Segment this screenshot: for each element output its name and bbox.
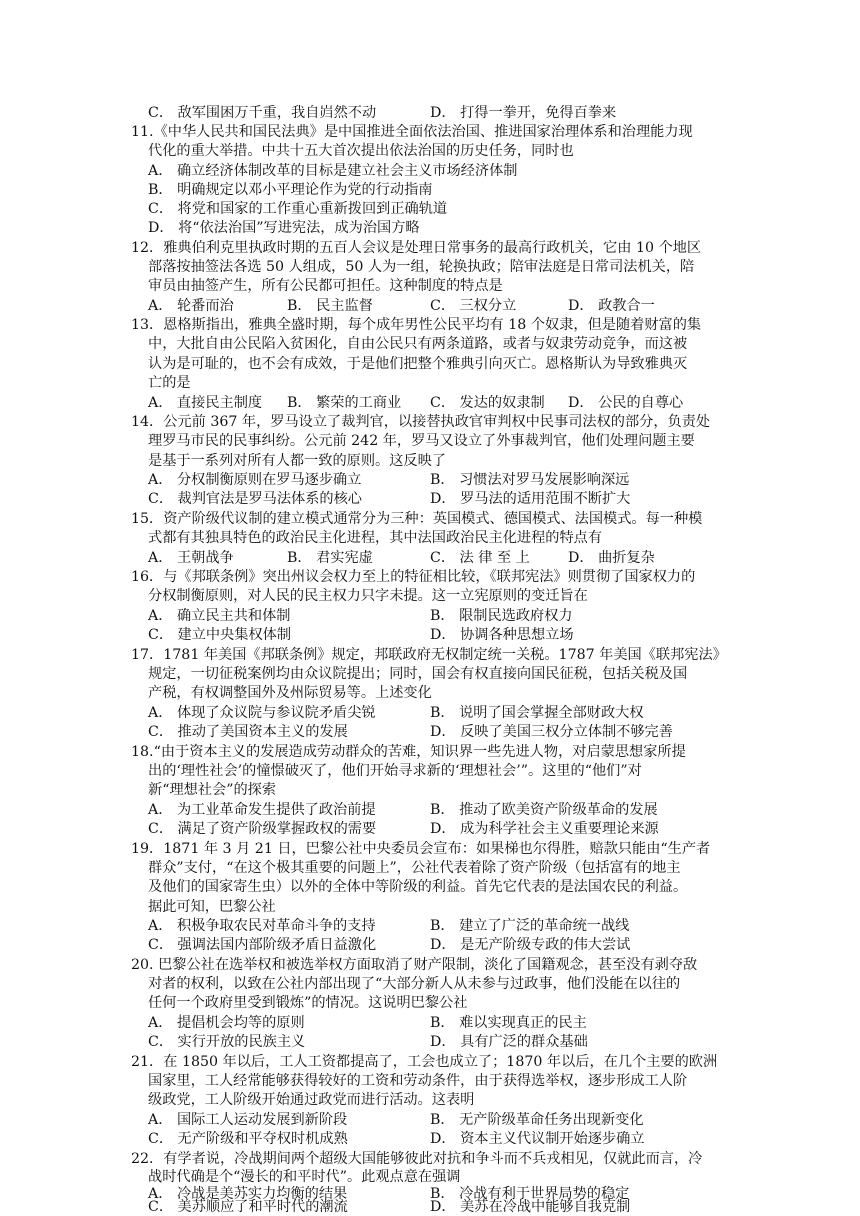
question-stem-line: 21．在 1850 年以后，工人工资都提高了，工会也成立了；1870 年以后，在几个主要的欧洲 — [131, 1054, 718, 1070]
question-stem-line: 及他们的国家寄生虫）以外的全体中等阶级的利益。首先它代表的是法国农民的利益。 — [148, 879, 688, 895]
question-stem-line: 任何一个政府里受到锻炼”的情况。这说明巴黎公社 — [148, 995, 468, 1011]
question-stem-line: 审员由抽签产生，所有公民都可担任。这种制度的特点是 — [148, 278, 503, 294]
option-d: D． 成为科学社会主义重要理论来源 — [430, 821, 659, 837]
option-b: B． 限制民选政府权力 — [430, 608, 573, 624]
option-d: D． 资本主义代议制开始逐步确立 — [430, 1131, 645, 1147]
option-b: B． 推动了欧美资产阶级革命的发展 — [430, 802, 658, 818]
option-c: C． 满足了资产阶级掌握政权的需要 — [148, 821, 377, 837]
option-d: D． 公民的自尊心 — [568, 395, 684, 411]
option-a: A． 王朝战争 — [148, 550, 234, 566]
question-stem-line: 13．恩格斯指出，雅典全盛时期，每个成年男性公民平均有 18 个奴隶，但是随着财富的集 — [131, 317, 702, 333]
option-d: D． 政教合一 — [568, 298, 655, 314]
option-d: D． 具有广泛的群众基础 — [430, 1034, 588, 1050]
option-b: B． 习惯法对罗马发展影响深远 — [430, 472, 630, 488]
question-stem-line: 12．雅典伯利克里执政时期的五百人会议是处理日常事务的最高行政机关，它由 10 个地区 — [131, 240, 702, 256]
carry-option-c: C． 敌军围困万千重，我自岿然不动 — [148, 105, 377, 121]
option-c: C． 将党和国家的工作重心重新拨回到正确轨道 — [148, 201, 448, 217]
question-stem-line: 式都有其独具特色的政治民主化进程，其中法国政治民主化进程的特点有 — [148, 530, 603, 546]
option-b: B． 无产阶级革命任务出现新变化 — [430, 1112, 644, 1128]
option-a: A． 提倡机会均等的原则 — [148, 1015, 305, 1031]
question-stem-line: 17．1781 年美国《邦联条例》规定，邦联政府无权制定统一关税。1787 年美国《联邦宪法》 — [131, 647, 727, 663]
option-a: A． 轮番而治 — [148, 298, 234, 314]
question-stem-line: 战时代确是个“漫长的和平时代”。此观点意在强调 — [148, 1169, 461, 1185]
option-d: D． 反映了美国三权分立体制不够完善 — [430, 724, 673, 740]
option-c: C． 强调法国内部阶级矛盾日益激化 — [148, 937, 377, 953]
option-d: D． 将“依法治国”写进宪法，成为治国方略 — [148, 220, 420, 236]
option-c: C． 实行开放的民族主义 — [148, 1034, 306, 1050]
option-b: B． 难以实现真正的民主 — [430, 1015, 587, 1031]
question-stem-line: 22．有学者说，冷战期间两个超级大国能够彼此对抗和争斗而不兵戎相见，仅就此而言，冷 — [131, 1151, 703, 1167]
question-stem-line: 18.“由于资本主义的发展造成劳动群众的苦难，知识界一些先进人物，对启蒙思想家所提 — [131, 744, 686, 760]
option-d: D． 曲折复杂 — [568, 550, 655, 566]
question-stem-line: 出的‘理性社会’的憧憬破灭了，他们开始寻求新的‘理想社会’”。这里的“他们”对 — [148, 763, 642, 779]
option-b: B． 繁荣的工商业 — [287, 395, 402, 411]
option-c: C． 发达的奴隶制 — [430, 395, 545, 411]
carry-option-d: D． 打得一拳开，免得百拳来 — [430, 105, 617, 121]
option-b: B． 冷战有利于世界局势的稳定 — [430, 1186, 630, 1202]
question-stem-line: 级政党，工人阶级开始通过政党而进行活动。这表明 — [148, 1092, 475, 1108]
option-c: C． 法 律 至 上 — [430, 550, 530, 566]
question-stem-line: 规定，一切征税案例均由众议院提出；同时，国会有权直接向国民征税，包括关税及国 — [148, 666, 688, 682]
question-stem-line: 15．资产阶级代议制的建立模式通常分为三种：英国模式、德国模式、法国模式。每一种模 — [131, 511, 703, 527]
question-stem-line: 代化的重大举措。中共十五大首次提出依法治国的历史任务，同时也 — [148, 143, 574, 159]
option-d: D． 美苏在冷战中能够自我克制 — [430, 1199, 631, 1215]
question-stem-line: 群众”支付，“在这个极其重要的问题上”，公社代表着除了资产阶级（包括富有的地主 — [148, 860, 681, 876]
option-c: C． 无产阶级和平夺权时机成熟 — [148, 1131, 348, 1147]
question-stem-line: 分权制衡原则，对人民的民主权力只字未提。这一立宪原则的变迁旨在 — [148, 588, 588, 604]
option-c: C． 裁判官法是罗马法体系的核心 — [148, 491, 362, 507]
question-stem-line: 部落按抽签法各选 50 人组成，50 人为一组，轮换执政；陪审法庭是日常司法机关，陪 — [148, 259, 695, 275]
question-stem-line: 20. 巴黎公社在选举权和被选举权方面取消了财产限制，淡化了国籍观念，甚至没有剥夺敌 — [131, 957, 698, 973]
option-a: A． 冷战是美苏实力均衡的结果 — [148, 1186, 348, 1202]
option-a: A． 确立经济体制改革的目标是建立社会主义市场经济体制 — [148, 163, 518, 179]
option-a: A． 为工业革命发生提供了政治前提 — [148, 802, 376, 818]
option-d: D． 罗马法的适用范围不断扩大 — [430, 491, 631, 507]
question-stem-line: 对者的权利，以致在公社内部出现了“大部分新人从未参与过政事，他们没能在以往的 — [148, 976, 681, 992]
option-a: A． 积极争取农民对革命斗争的支持 — [148, 918, 376, 934]
option-c: C． 美苏顺应了和平时代的潮流 — [148, 1199, 348, 1215]
question-stem-line: 理罗马市民的民事纠纷。公元前 242 年，罗马又设立了外事裁判官，他们处理问题主要 — [148, 433, 695, 449]
option-a: A． 直接民主制度 — [148, 395, 263, 411]
option-b: B． 民主监督 — [287, 298, 373, 314]
question-stem-line: 14．公元前 367 年，罗马设立了裁判官，以接替执政官审判权中民事司法权的部分，负责处 — [131, 414, 711, 430]
option-a: A． 分权制衡原则在罗马逐步确立 — [148, 472, 362, 488]
option-b: B． 君实宪虚 — [287, 550, 373, 566]
question-stem-line: 11.《中华人民共和国民法典》是中国推进全面依法治国、推进国家治理体系和治理能力现 — [131, 124, 693, 140]
option-c: C． 推动了美国资本主义的发展 — [148, 724, 348, 740]
option-b: B． 说明了国会掌握全部财政大权 — [430, 705, 644, 721]
option-b: B． 明确规定以邓小平理论作为党的行动指南 — [148, 182, 433, 198]
question-stem-line: 据此可知，巴黎公社 — [148, 899, 276, 915]
option-a: A． 体现了众议院与参议院矛盾尖锐 — [148, 705, 376, 721]
option-a: A． 确立民主共和体制 — [148, 608, 291, 624]
question-stem-line: 是基于一系列对所有人都一致的原则。这反映了 — [148, 453, 446, 469]
question-stem-line: 产税，有权调整国外及州际贸易等。上述变化 — [148, 685, 432, 701]
question-stem-line: 16．与《邦联条例》突出州议会权力至上的特征相比较，《联邦宪法》则贯彻了国家权力的 — [131, 569, 696, 585]
option-d: D． 是无产阶级专政的伟大尝试 — [430, 937, 631, 953]
question-stem-line: 亡的是 — [148, 375, 191, 391]
question-stem-line: 新“理想社会”的探索 — [148, 782, 277, 798]
question-stem-line: 认为是可耻的，也不会有成效，于是他们把整个雅典引向灭亡。恩格斯认为导致雅典灭 — [148, 356, 688, 372]
question-stem-line: 中，大批自由公民陷入贫困化，自由公民只有两条道路，或者与奴隶劳动竞争，而这被 — [148, 336, 688, 352]
option-c: C． 建立中央集权体制 — [148, 627, 292, 643]
question-stem-line: 19．1871 年 3 月 21 日，巴黎公社中央委员会宣布：如果梯也尔得胜，赔款只能由“生产者 — [131, 841, 711, 857]
option-d: D． 协调各种思想立场 — [430, 627, 574, 643]
option-a: A． 国际工人运动发展到新阶段 — [148, 1112, 348, 1128]
option-c: C． 三权分立 — [430, 298, 517, 314]
option-b: B． 建立了广泛的革命统一战线 — [430, 918, 630, 934]
question-stem-line: 国家里，工人经常能够获得较好的工资和劳动条件，由于获得选举权，逐步形成工人阶 — [148, 1073, 688, 1089]
